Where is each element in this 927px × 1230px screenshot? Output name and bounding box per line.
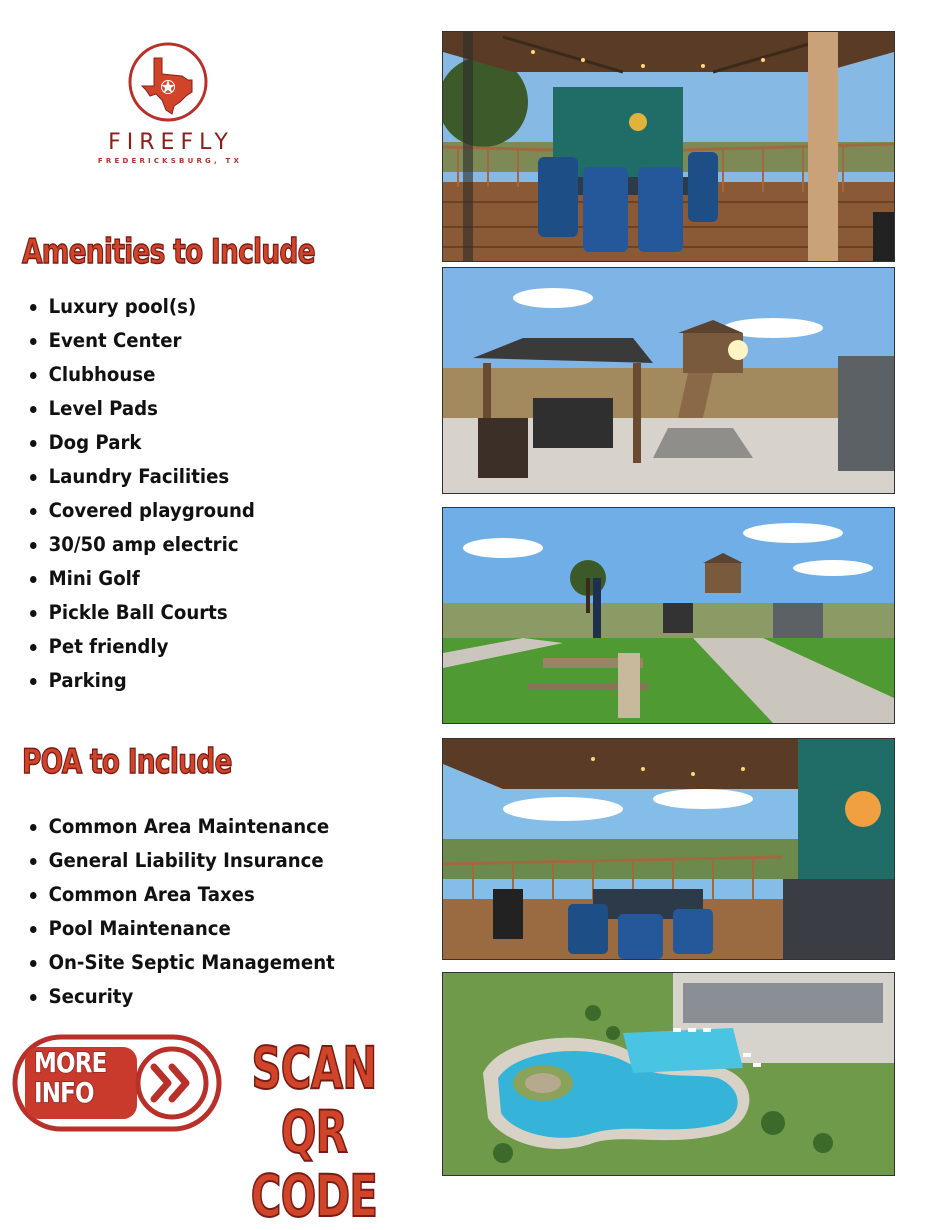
list-item: Laundry Facilities xyxy=(30,460,255,494)
more-info-label: MORE INFO xyxy=(34,1046,107,1109)
list-item: Common Area Maintenance xyxy=(30,810,335,844)
list-item: Level Pads xyxy=(30,392,255,426)
list-item: 30/50 amp electric xyxy=(30,528,255,562)
brand-logo xyxy=(88,40,248,165)
list-item: Pool Maintenance xyxy=(30,912,335,946)
photo-covered-deck xyxy=(442,31,895,262)
list-item: Parking xyxy=(30,664,255,698)
photo-lawn-picnic xyxy=(442,507,895,724)
list-item: Pet friendly xyxy=(30,630,255,664)
more-info-button[interactable] xyxy=(12,1034,222,1132)
scan-qr-text: SCAN QR CODE xyxy=(250,1034,378,1230)
list-item: Common Area Taxes xyxy=(30,878,335,912)
brand-name: FIREFLY xyxy=(108,130,234,155)
poa-list xyxy=(30,810,358,1014)
list-item: Security xyxy=(30,980,335,1014)
photo-deck-dining xyxy=(442,738,895,960)
list-item: Mini Golf xyxy=(30,562,255,596)
amenities-list xyxy=(30,290,272,698)
brand-location: FREDERICKSBURG, TX xyxy=(97,157,243,165)
photo-aerial-pool xyxy=(442,972,895,1176)
poa-heading: POA to Include xyxy=(22,742,232,782)
photo-grill-pavilion xyxy=(442,267,895,494)
list-item: Dog Park xyxy=(30,426,255,460)
list-item: General Liability Insurance xyxy=(30,844,335,878)
list-item: Pickle Ball Courts xyxy=(30,596,255,630)
list-item: Event Center xyxy=(30,324,255,358)
list-item: Covered playground xyxy=(30,494,255,528)
list-item: Luxury pool(s) xyxy=(30,290,255,324)
texas-star-icon xyxy=(126,40,210,124)
amenities-heading: Amenities to Include xyxy=(22,232,315,272)
list-item: On-Site Septic Management xyxy=(30,946,335,980)
list-item: Clubhouse xyxy=(30,358,255,392)
